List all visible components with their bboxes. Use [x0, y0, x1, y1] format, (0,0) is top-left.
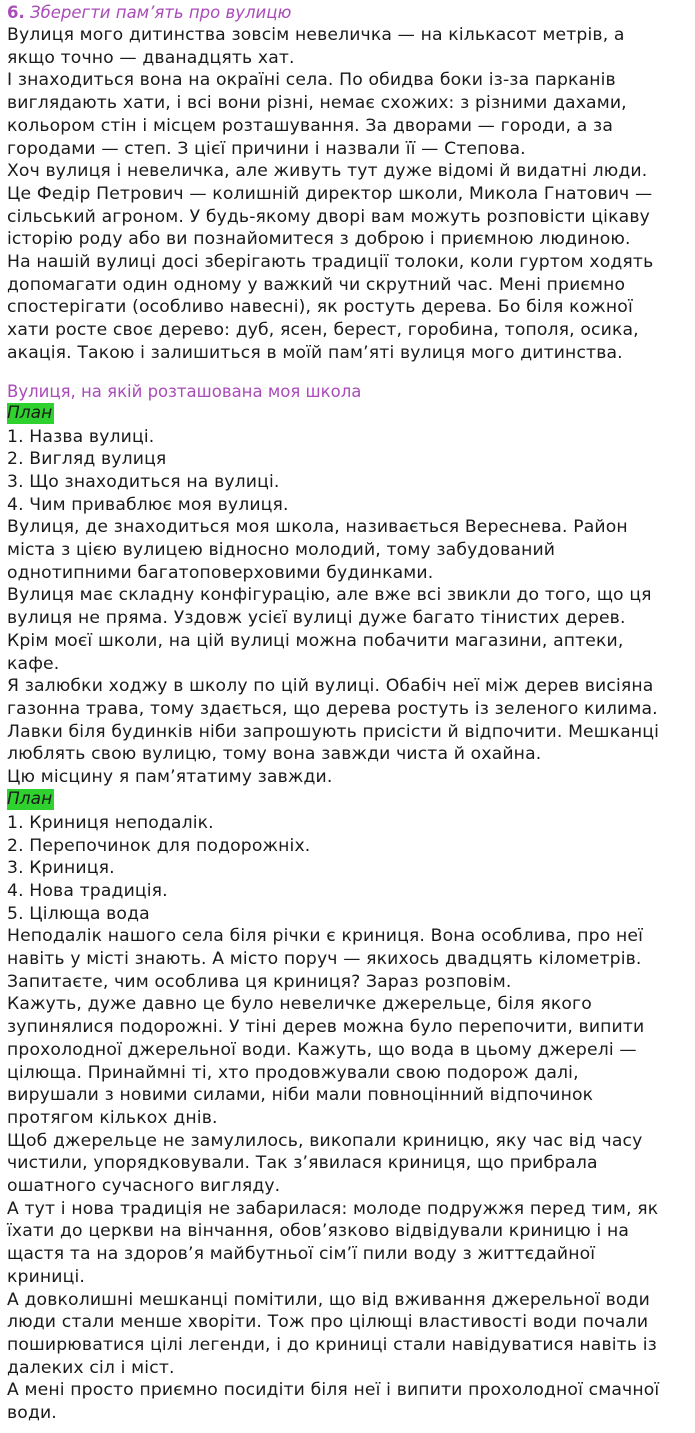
plan-item: 1. Назва вулиці. [7, 426, 155, 447]
plan-label-row [7, 789, 691, 812]
essay-line: Неподалік нашого села біля річки є криниця. Вона особлива, про неї [7, 926, 644, 947]
essay-line: А тут і нова традиція не забарилася: молоде подружжя перед тим, як [7, 1198, 659, 1219]
essay-line: чистили, упорядковували. Так з’явилася криниця, що прибрала [7, 1153, 598, 1174]
essay-line: поширюватися цілі легенди, і до криниці стали навідуватися навіть із [7, 1334, 657, 1355]
essay-line: Вулиця має складну конфігурацію, але вже всі звикли до того, що ця [7, 585, 652, 606]
essay-line: акація. Такою і залишиться в моїй пам’яті вулиця мого дитинства. [7, 342, 623, 363]
essay-line: А довколишні мешканці помітили, що від вживання джерельної води [7, 1289, 650, 1310]
essay-line: Вулиця мого дитинства зовсім невеличка — на кількасот метрів, а [7, 25, 625, 45]
essay-line: щастя та на здоров’я майбутньої сім’ї пили воду з життєдайної [7, 1244, 596, 1265]
plan-item: 4. Нова традиція. [7, 880, 168, 901]
essay-line: Лавки біля будинків ніби запрошують присісти й відпочити. Мешканці [7, 721, 660, 742]
essay-line: допомагати один одному у важкий чи скрутний час. Мені приємно [7, 274, 626, 295]
exercise-number: 6. [7, 3, 25, 22]
essay-line: спостерігати (особливо навесні), як ростуть дерева. Бо біля кожної [7, 297, 633, 318]
essay-line: прохолодної джерельної води. Кажуть, що вода в цьому джерелі — [7, 1039, 637, 1060]
essay-street-of-childhood [7, 24, 691, 365]
essay-line: криниці. [7, 1266, 86, 1287]
essay-line: вулиця не пряма. Уздовж усієї вулиці дуже багато тінистих дерев. [7, 608, 626, 629]
essay-line: міста з цією вулицею відносно молодий, тому забудований [7, 540, 556, 561]
plan-item: 2. Вигляд вулиця [7, 449, 167, 470]
essay-line: Запитаєте, чим особлива ця криниця? Зараз розповім. [7, 971, 512, 992]
essay-school-street [7, 381, 691, 789]
plan-label: План [7, 788, 53, 809]
plan-item: 5. Цілюща вода [7, 903, 150, 924]
essay-line: цілюща. Принаймні ті, хто продовжували свою подорож далі, [7, 1062, 579, 1083]
essay-line: городами — степ. З цієї причини і назвали її — Степова. [7, 138, 526, 159]
plan-item: 3. Що знаходиться на вулиці. [7, 471, 280, 492]
essay-line: Цю місцину я пам’ятатиму завжди. [7, 767, 333, 788]
exercise-heading [7, 2, 691, 24]
essay-line: навіть у місті знають. А місто поруч — якихось двадцять кілометрів. [7, 949, 642, 970]
essay-line: На нашій вулиці досі зберігають традиції толоки, коли гуртом ходять [7, 252, 654, 273]
essay-line: води. [7, 1403, 57, 1424]
plan-label: План [7, 402, 53, 423]
essay-line: вирушали з новими силами, ніби мали повноцінний відпочинок [7, 1085, 594, 1106]
essay-line: Це Федір Петрович — колишній директор школи, Микола Гнатович — [7, 183, 653, 204]
essay-title: Вулиця, на якій розташована моя школа [7, 381, 362, 401]
essay-line: Кажуть, дуже давно це було невеличке джерельце, біля якого [7, 994, 592, 1015]
essay-line: ошатного сучасного вигляду. [7, 1176, 281, 1197]
section-gap [7, 365, 691, 381]
plan-item: 4. Чим приваблює моя вулиця. [7, 494, 289, 515]
exercise-title: Зберегти пам’ять про вулицю [30, 3, 292, 22]
plan-label-row [7, 403, 691, 426]
essay-line: однотипними багатоповерховими будинками. [7, 562, 434, 583]
plan-item: 1. Криниця неподалік. [7, 812, 214, 833]
essay-line: І знаходиться вона на окраїні села. По обидва боки із-за парканів [7, 70, 616, 91]
essay-line: Вулиця, де знаходиться моя школа, називається Вереснева. Район [7, 517, 628, 538]
essay-line: кафе. [7, 653, 60, 674]
essay-line: сільський агроном. У будь-якому дворі вам можуть розповісти цікаву [7, 206, 650, 227]
plan-item: 3. Криниця. [7, 858, 115, 879]
essay-line: виглядають хати, і всі вони різні, немає схожих: з різними дахами, [7, 93, 627, 114]
essay-line: люблять свою вулицю, тому вона завжди чиста й охайна. [7, 744, 542, 765]
essay-line: Крім моєї школи, на цій вулиці можна побачити магазини, аптеки, [7, 630, 624, 651]
essay-well [7, 789, 691, 1425]
essay-line: газонна трава, тому здається, що дерева ростуть із зеленого килима. [7, 698, 658, 719]
essay-line: протягом кількох днів. [7, 1107, 218, 1128]
worksheet-page [7, 2, 691, 1425]
essay-line: якщо точно — дванадцять хат. [7, 47, 295, 68]
essay-line: люди стали менше хворіти. Тож про цілющі властивості води почали [7, 1312, 649, 1333]
essay-line: зупинялися подорожні. У тіні дерев можна було перепочити, випити [7, 1017, 645, 1038]
essay-line: їхати до церкви на вінчання, обов’язково відвідували криницю і на [7, 1221, 630, 1242]
essay-line: Хоч вулиця і невеличка, але живуть тут дуже відомі й видатні люди. [7, 161, 648, 182]
essay-line: кольором стін і місцем розташування. За дворами — городи, а за [7, 115, 614, 136]
essay-line: Щоб джерельце не замулилось, викопали криницю, яку час від часу [7, 1130, 643, 1151]
essay-line: історію роду або ви познайомитеся з доброю і приємною людиною. [7, 229, 631, 250]
essay-line: А мені просто приємно посидіти біля неї і випити прохолодної смачної [7, 1380, 660, 1401]
essay-line: Я залюбки ходжу в школу по цій вулиці. Обабіч неї між дерев висіяна [7, 676, 654, 697]
plan-item: 2. Перепочинок для подорожніх. [7, 835, 311, 856]
essay-line: далеких сіл і міст. [7, 1357, 175, 1378]
essay-line: хати росте своє дерево: дуб, ясен, берест, горобина, тополя, осика, [7, 320, 639, 341]
